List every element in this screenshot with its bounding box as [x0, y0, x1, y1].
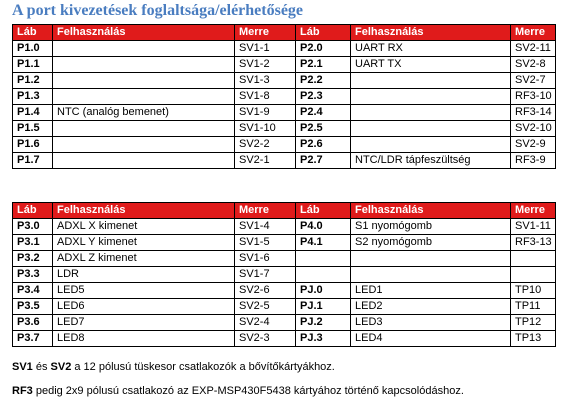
- usage-cell: ADXL Z kimenet: [53, 251, 235, 267]
- column-header: Láb: [13, 203, 53, 219]
- direction-cell: SV1-10: [235, 121, 296, 137]
- table-header-row: [13, 25, 556, 41]
- direction-cell: SV2-10: [511, 121, 556, 137]
- direction-cell: SV1-2: [235, 57, 296, 73]
- direction-cell: RF3-9: [511, 153, 556, 169]
- direction-cell: SV1-8: [235, 89, 296, 105]
- usage-cell: [53, 121, 235, 137]
- table-row: [13, 137, 556, 153]
- usage-cell: LDR: [53, 267, 235, 283]
- column-header: Láb: [296, 25, 351, 41]
- usage-cell: [53, 153, 235, 169]
- pin-cell: P2.2: [296, 73, 351, 89]
- usage-cell: [53, 57, 235, 73]
- column-header: Felhasználás: [53, 25, 235, 41]
- table-row: [13, 89, 556, 105]
- column-header: Láb: [296, 203, 351, 219]
- pin-cell: PJ.0: [296, 283, 351, 299]
- pin-cell: P2.1: [296, 57, 351, 73]
- page-title: A port kivezetések foglaltsága/elérhetősége: [12, 2, 304, 19]
- direction-cell: SV1-7: [235, 267, 296, 283]
- note-bold-text: SV1: [12, 361, 33, 373]
- pin-cell: P1.0: [13, 41, 53, 57]
- pin-cell: P3.5: [13, 299, 53, 315]
- direction-cell: SV2-11: [511, 41, 556, 57]
- pin-cell: P1.2: [13, 73, 53, 89]
- pin-cell: P3.0: [13, 219, 53, 235]
- table-row: [13, 105, 556, 121]
- direction-cell: SV1-3: [235, 73, 296, 89]
- usage-cell: UART RX: [351, 41, 511, 57]
- column-header: Merre: [511, 203, 556, 219]
- pin-cell: P1.7: [13, 153, 53, 169]
- usage-cell: NTC/LDR tápfeszültség: [351, 153, 511, 169]
- direction-cell: SV1-6: [235, 251, 296, 267]
- usage-cell: NTC (analóg bemenet): [53, 105, 235, 121]
- pin-cell: PJ.1: [296, 299, 351, 315]
- direction-cell: TP13: [511, 331, 556, 347]
- usage-cell: [53, 89, 235, 105]
- table-header-row: [13, 203, 556, 219]
- table-row: [13, 267, 556, 283]
- column-header: Merre: [235, 25, 296, 41]
- direction-cell: TP12: [511, 315, 556, 331]
- pin-cell: P1.1: [13, 57, 53, 73]
- pin-cell: [296, 267, 351, 283]
- note-sv-connectors: [12, 361, 335, 373]
- pin-cell: P4.1: [296, 235, 351, 251]
- direction-cell: SV2-6: [235, 283, 296, 299]
- pin-cell: P1.3: [13, 89, 53, 105]
- column-header: Merre: [235, 203, 296, 219]
- column-header: Láb: [13, 25, 53, 41]
- table-row: [13, 251, 556, 267]
- usage-cell: [53, 137, 235, 153]
- usage-cell: [53, 73, 235, 89]
- usage-cell: [351, 105, 511, 121]
- table-row: [13, 121, 556, 137]
- direction-cell: SV1-11: [511, 219, 556, 235]
- direction-cell: SV2-3: [235, 331, 296, 347]
- table-row: [13, 219, 556, 235]
- pin-cell: P3.7: [13, 331, 53, 347]
- pin-cell: P2.0: [296, 41, 351, 57]
- note-bold-text: RF3: [12, 385, 33, 397]
- direction-cell: SV1-4: [235, 219, 296, 235]
- table-body: [13, 219, 556, 347]
- table-row: [13, 299, 556, 315]
- usage-cell: ADXL X kimenet: [53, 219, 235, 235]
- pin-cell: PJ.3: [296, 331, 351, 347]
- usage-cell: LED7: [53, 315, 235, 331]
- usage-cell: [351, 89, 511, 105]
- direction-cell: SV2-7: [511, 73, 556, 89]
- usage-cell: LED5: [53, 283, 235, 299]
- pin-cell: P3.6: [13, 315, 53, 331]
- table-row: [13, 57, 556, 73]
- direction-cell: RF3-10: [511, 89, 556, 105]
- note-text: pedig 2x9 pólusú csatlakozó az EXP-MSP430F5438 kártyához történő kapcsolódáshoz.: [32, 385, 464, 397]
- usage-cell: [351, 137, 511, 153]
- direction-cell: SV2-1: [235, 153, 296, 169]
- usage-cell: [53, 41, 235, 57]
- port-table-1: [12, 24, 556, 169]
- note-text: és: [32, 361, 51, 373]
- pin-cell: P2.6: [296, 137, 351, 153]
- usage-cell: LED2: [351, 299, 511, 315]
- usage-cell: LED6: [53, 299, 235, 315]
- direction-cell: RF3-14: [511, 105, 556, 121]
- direction-cell: SV1-9: [235, 105, 296, 121]
- usage-cell: ADXL Y kimenet: [53, 235, 235, 251]
- table-row: [13, 41, 556, 57]
- column-header: Merre: [511, 25, 556, 41]
- usage-cell: UART TX: [351, 57, 511, 73]
- direction-cell: SV2-4: [235, 315, 296, 331]
- direction-cell: SV1-5: [235, 235, 296, 251]
- direction-cell: SV1-1: [235, 41, 296, 57]
- direction-cell: [511, 251, 556, 267]
- direction-cell: SV2-5: [235, 299, 296, 315]
- usage-cell: S2 nyomógomb: [351, 235, 511, 251]
- table-row: [13, 235, 556, 251]
- direction-cell: SV2-2: [235, 137, 296, 153]
- pin-cell: [296, 251, 351, 267]
- table-row: [13, 153, 556, 169]
- table-body: [13, 41, 556, 169]
- usage-cell: [351, 121, 511, 137]
- direction-cell: TP10: [511, 283, 556, 299]
- usage-cell: LED3: [351, 315, 511, 331]
- pin-cell: P3.4: [13, 283, 53, 299]
- port-table-2: [12, 202, 556, 347]
- pin-cell: P3.1: [13, 235, 53, 251]
- direction-cell: RF3-13: [511, 235, 556, 251]
- usage-cell: LED4: [351, 331, 511, 347]
- pin-cell: P3.2: [13, 251, 53, 267]
- pin-cell: PJ.2: [296, 315, 351, 331]
- table-row: [13, 73, 556, 89]
- usage-cell: S1 nyomógomb: [351, 219, 511, 235]
- pin-cell: P2.7: [296, 153, 351, 169]
- pin-cell: P2.5: [296, 121, 351, 137]
- pin-cell: P1.5: [13, 121, 53, 137]
- column-header: Felhasználás: [351, 25, 511, 41]
- pin-cell: P4.0: [296, 219, 351, 235]
- direction-cell: [511, 267, 556, 283]
- usage-cell: LED8: [53, 331, 235, 347]
- pin-cell: P2.3: [296, 89, 351, 105]
- direction-cell: SV2-8: [511, 57, 556, 73]
- pin-cell: P1.6: [13, 137, 53, 153]
- direction-cell: SV2-9: [511, 137, 556, 153]
- usage-cell: [351, 251, 511, 267]
- column-header: Felhasználás: [351, 203, 511, 219]
- note-rf3-connector: [12, 385, 464, 397]
- table-row: [13, 315, 556, 331]
- note-text: a 12 pólusú tüskesor csatlakozók a bővítőkártyákhoz.: [71, 361, 335, 373]
- pin-cell: P1.4: [13, 105, 53, 121]
- usage-cell: LED1: [351, 283, 511, 299]
- direction-cell: TP11: [511, 299, 556, 315]
- pin-cell: P2.4: [296, 105, 351, 121]
- usage-cell: [351, 267, 511, 283]
- pin-cell: P3.3: [13, 267, 53, 283]
- note-bold-text: SV2: [50, 361, 72, 373]
- column-header: Felhasználás: [53, 203, 235, 219]
- table-row: [13, 331, 556, 347]
- table-row: [13, 283, 556, 299]
- usage-cell: [351, 73, 511, 89]
